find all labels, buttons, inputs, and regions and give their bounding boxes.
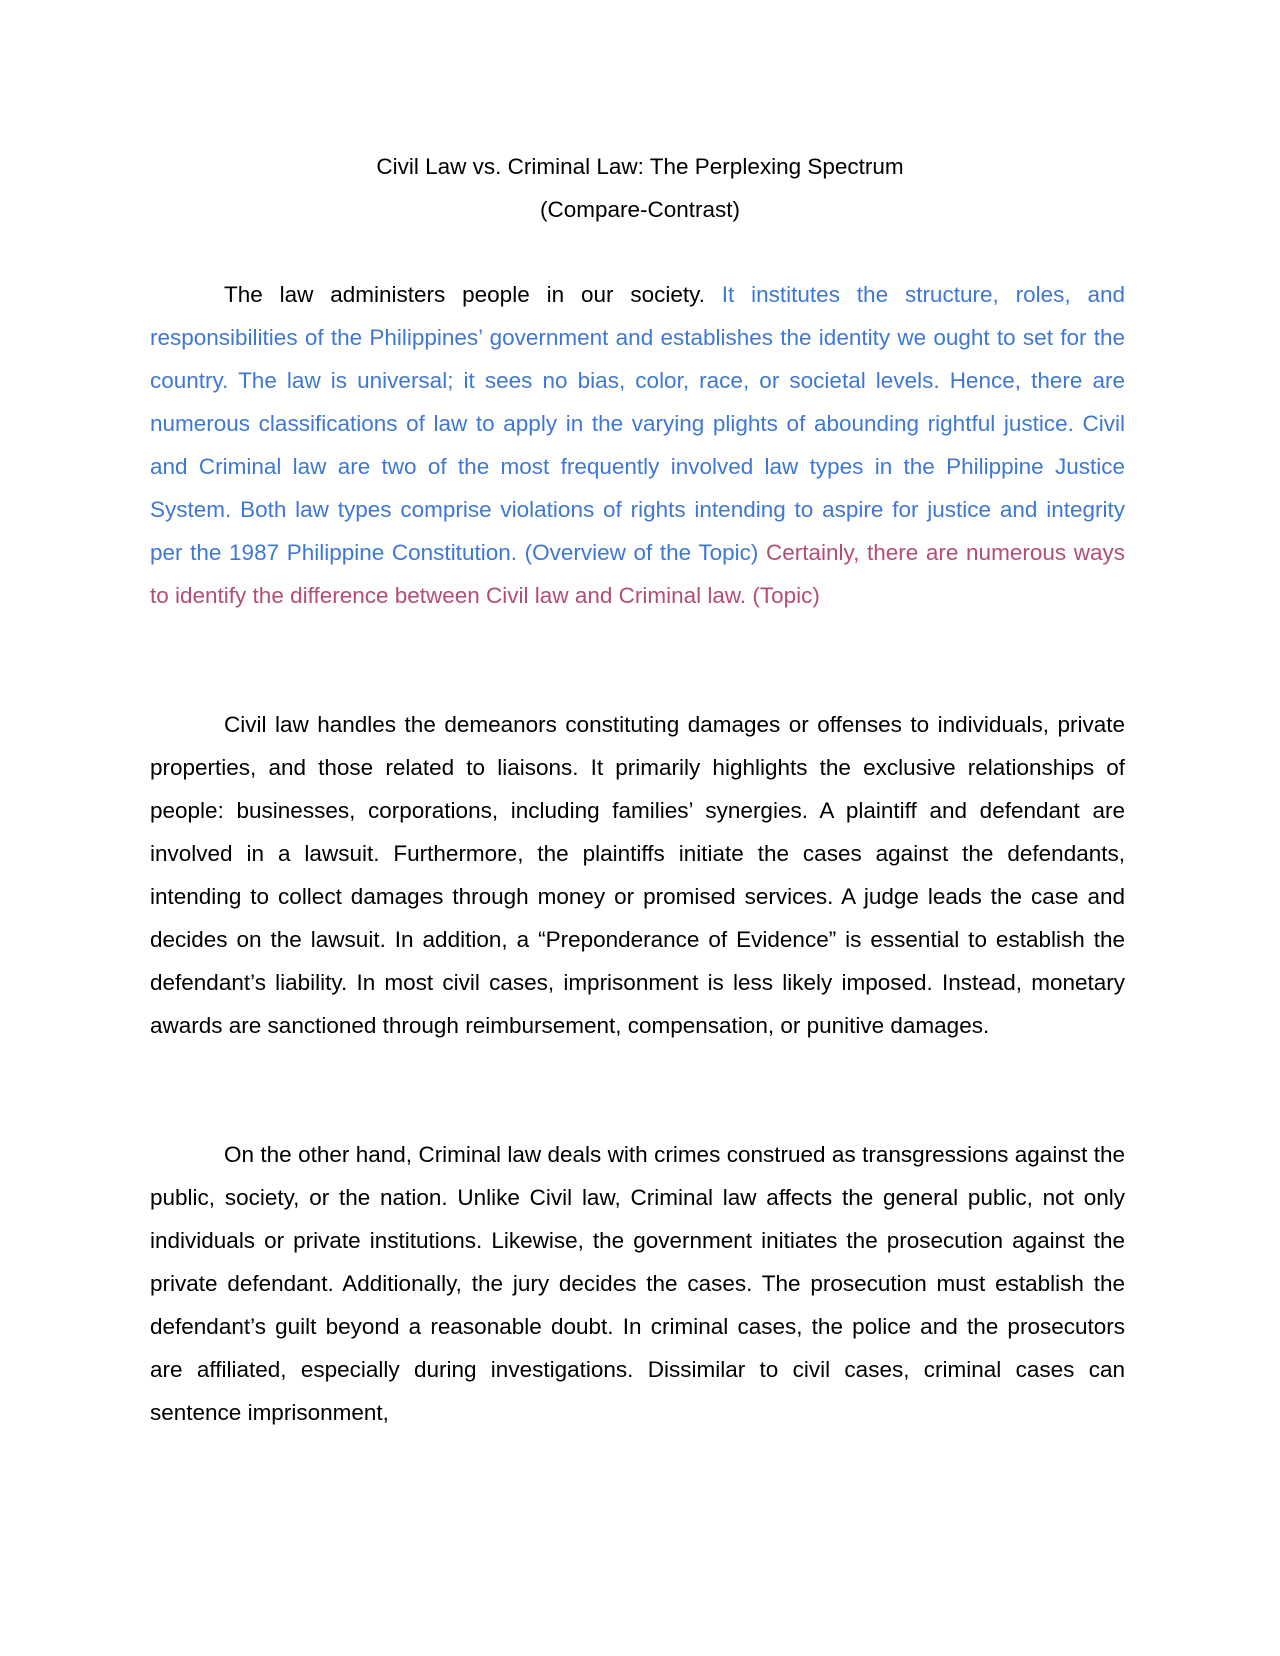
paragraph-criminal-law [150,1133,1125,1434]
intro-sentence: The law administers people in our society. [224,282,722,307]
title-block [150,145,1130,231]
civil-law-text: Civil law handles the demeanors constituting damages or offenses to individuals, private properties, and those related to liaisons. It primarily highlights the exclusive relationships of people: businesses, corporations, including families’ synergies. A plaintiff and defendant are involved in a lawsuit. Furthermore, the plaintiffs initiate the cases against the defendants, intending to collect damages through money or promised services. A judge leads the case and decides on the lawsuit. In addition, a “Preponderance of Evidence” is essential to establish the defendant’s liability. In most civil cases, imprisonment is less likely imposed. Instead, monetary awards are sanctioned through reimbursement, compensation, or punitive damages. [150,712,1125,1038]
document-title: Civil Law vs. Criminal Law: The Perplexing Spectrum [376,154,904,179]
criminal-law-text: On the other hand, Criminal law deals with crimes construed as transgressions against the public, society, or the nation. Unlike Civil law, Criminal law affects the general public, not only individuals or private institutions. Likewise, the government initiates the prosecution against the private defendant. Additionally, the jury decides the cases. The prosecution must establish the defendant’s guilt beyond a reasonable doubt. In criminal cases, the police and the prosecutors are affiliated, especially during investigations. Dissimilar to civil cases, criminal cases can sentence imprisonment, [150,1142,1125,1425]
overview-highlight: It institutes the structure, roles, and responsibilities of the Philippines’ government and establishes the identity we ought to set for the country. The law is universal; it sees no bias, color, race, or societal levels. Hence, there are numerous classifications of law to apply in the varying plights of abounding rightful justice. Civil and Criminal law are two of the most frequently involved law types in the Philippine Justice System. Both law types comprise violations of rights intending to aspire for justice and integrity per the 1987 Philippine Constitution. (Overview of the Topic) [150,282,1125,565]
paragraph-civil-law [150,703,1125,1047]
paragraph-introduction [150,273,1125,617]
document-subtitle: (Compare-Contrast) [539,197,741,222]
topic-highlight: Certainly, there are numerous ways to identify the difference between Civil law and Criminal law. (Topic) [150,540,1125,608]
